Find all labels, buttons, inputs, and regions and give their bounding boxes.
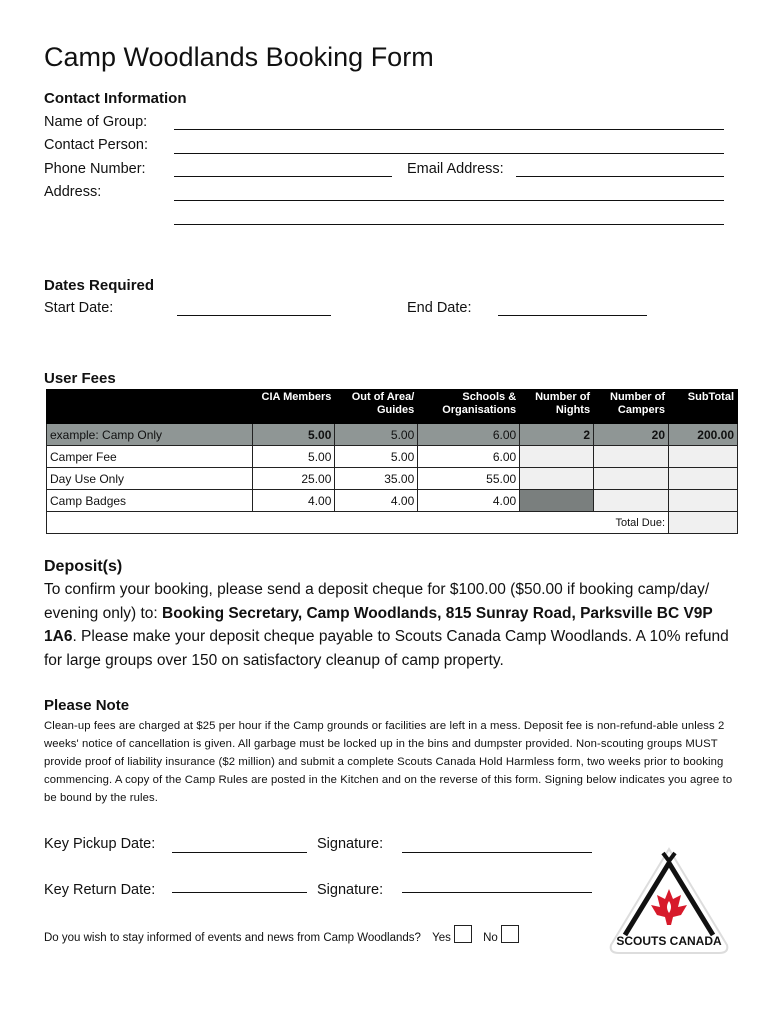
example-row bbox=[47, 424, 738, 446]
nights-input[interactable] bbox=[520, 446, 594, 468]
end-date-field[interactable] bbox=[498, 315, 647, 316]
total-row bbox=[47, 512, 738, 534]
fees-heading: User Fees bbox=[44, 370, 116, 387]
campers-input[interactable] bbox=[594, 446, 669, 468]
subtotal-input[interactable] bbox=[669, 490, 738, 512]
cell: 4.00 bbox=[418, 490, 520, 512]
table-row bbox=[47, 446, 738, 468]
cell: 25.00 bbox=[253, 468, 335, 490]
nights-input[interactable] bbox=[520, 468, 594, 490]
cell: 5.00 bbox=[253, 446, 335, 468]
signature-field-2[interactable] bbox=[402, 892, 592, 893]
note-text: Clean-up fees are charged at $25 per hour if the Camp grounds or facilities are left in a mess. Deposit fee is non-refund-able unless 2 weeks' notice of cancellation is given. All garbage must be locked up in the bins and dumpster provided. Non-scouting groups MUST provide proof of liability insurance ($2 million) and submit a complete Scouts Canada Hold Harmless form, two weeks prior to booking commencing. A copy of the Camp Rules are posted in the Kitchen and on the reverse of this form. Signing below indicates you agree to be bound by the rules. bbox=[44, 720, 733, 804]
signature-label-1: Signature: bbox=[317, 836, 384, 852]
no-label: No bbox=[483, 932, 498, 944]
start-date-field[interactable] bbox=[177, 315, 331, 316]
cell: 2 bbox=[520, 424, 594, 446]
cell: Day Use Only bbox=[47, 468, 253, 490]
deposit-heading: Deposit(s) bbox=[44, 558, 123, 575]
start-date-label: Start Date: bbox=[44, 300, 114, 316]
col-schools: Schools & Organisations bbox=[418, 390, 520, 424]
total-label: Total Due: bbox=[47, 512, 669, 534]
table-row bbox=[47, 490, 738, 512]
phone-field[interactable] bbox=[174, 176, 392, 177]
contact-heading: Contact Information bbox=[44, 90, 187, 107]
cell: 5.00 bbox=[335, 446, 418, 468]
signature-label-2: Signature: bbox=[317, 882, 384, 898]
end-date-label: End Date: bbox=[407, 300, 472, 316]
key-pickup-label: Key Pickup Date: bbox=[44, 836, 156, 852]
col-nights: Number of Nights bbox=[520, 390, 594, 424]
cell: 55.00 bbox=[418, 468, 520, 490]
cell: 4.00 bbox=[253, 490, 335, 512]
phone-label: Phone Number: bbox=[44, 161, 146, 177]
col-subtotal: SubTotal bbox=[669, 390, 738, 424]
newsletter-question: Do you wish to stay informed of events and news from Camp Woodlands? bbox=[44, 932, 421, 944]
col-out-of-area: Out of Area/ Guides bbox=[335, 390, 418, 424]
col-label bbox=[47, 390, 253, 424]
address-field-1[interactable] bbox=[174, 200, 724, 201]
page-title: Camp Woodlands Booking Form bbox=[44, 42, 434, 72]
address-field-2[interactable] bbox=[174, 224, 724, 225]
deposit-address: Booking Secretary, Camp Woodlands, 815 Sunray Road, Parksville BC V9P 1A6 bbox=[44, 604, 713, 645]
col-cia: CIA Members bbox=[253, 390, 335, 424]
contact-person-field[interactable] bbox=[174, 153, 724, 154]
contact-person-label: Contact Person: bbox=[44, 137, 148, 153]
user-fees-table bbox=[46, 389, 738, 534]
cell: 6.00 bbox=[418, 446, 520, 468]
deposit-text bbox=[44, 578, 744, 672]
cell: 20 bbox=[594, 424, 669, 446]
total-input[interactable] bbox=[669, 512, 738, 534]
group-name-label: Name of Group: bbox=[44, 114, 148, 130]
cell: 35.00 bbox=[335, 468, 418, 490]
cell: 6.00 bbox=[418, 424, 520, 446]
newsletter-row bbox=[44, 925, 519, 944]
cell: Camp Badges bbox=[47, 490, 253, 512]
col-campers: Number of Campers bbox=[594, 390, 669, 424]
yes-label: Yes bbox=[432, 932, 451, 944]
subtotal-input[interactable] bbox=[669, 446, 738, 468]
cell: 5.00 bbox=[253, 424, 335, 446]
no-checkbox[interactable] bbox=[501, 925, 519, 943]
dates-heading: Dates Required bbox=[44, 277, 155, 294]
key-pickup-field[interactable] bbox=[172, 852, 307, 853]
cell: example: Camp Only bbox=[47, 424, 253, 446]
subtotal-input[interactable] bbox=[669, 468, 738, 490]
address-label: Address: bbox=[44, 184, 102, 200]
cell: 5.00 bbox=[335, 424, 418, 446]
key-return-field[interactable] bbox=[172, 892, 307, 893]
table-row bbox=[47, 468, 738, 490]
campers-input[interactable] bbox=[594, 468, 669, 490]
email-label: Email Address: bbox=[407, 161, 504, 177]
scouts-canada-logo bbox=[607, 845, 731, 957]
email-field[interactable] bbox=[516, 176, 724, 177]
group-name-field[interactable] bbox=[174, 129, 724, 130]
signature-field-1[interactable] bbox=[402, 852, 592, 853]
cell: Camper Fee bbox=[47, 446, 253, 468]
note-heading: Please Note bbox=[44, 697, 130, 714]
disabled-cell bbox=[520, 490, 594, 512]
key-return-label: Key Return Date: bbox=[44, 882, 156, 898]
cell: 200.00 bbox=[669, 424, 738, 446]
deposit-text-2: . Please make your deposit cheque payable to Scouts Canada Camp Woodlands. A 10% refund for large groups over 150 on satisfactory cleanup of camp property. bbox=[44, 628, 729, 669]
campers-input[interactable] bbox=[594, 490, 669, 512]
deposit-text-1: To confirm your booking, please send a deposit cheque for $100.00 ($50.00 if booking camp/day/ evening only) to: bbox=[44, 581, 710, 622]
yes-checkbox[interactable] bbox=[454, 925, 472, 943]
cell: 4.00 bbox=[335, 490, 418, 512]
table-header bbox=[47, 390, 738, 424]
logo-text: SCOUTS CANADA bbox=[616, 934, 722, 948]
